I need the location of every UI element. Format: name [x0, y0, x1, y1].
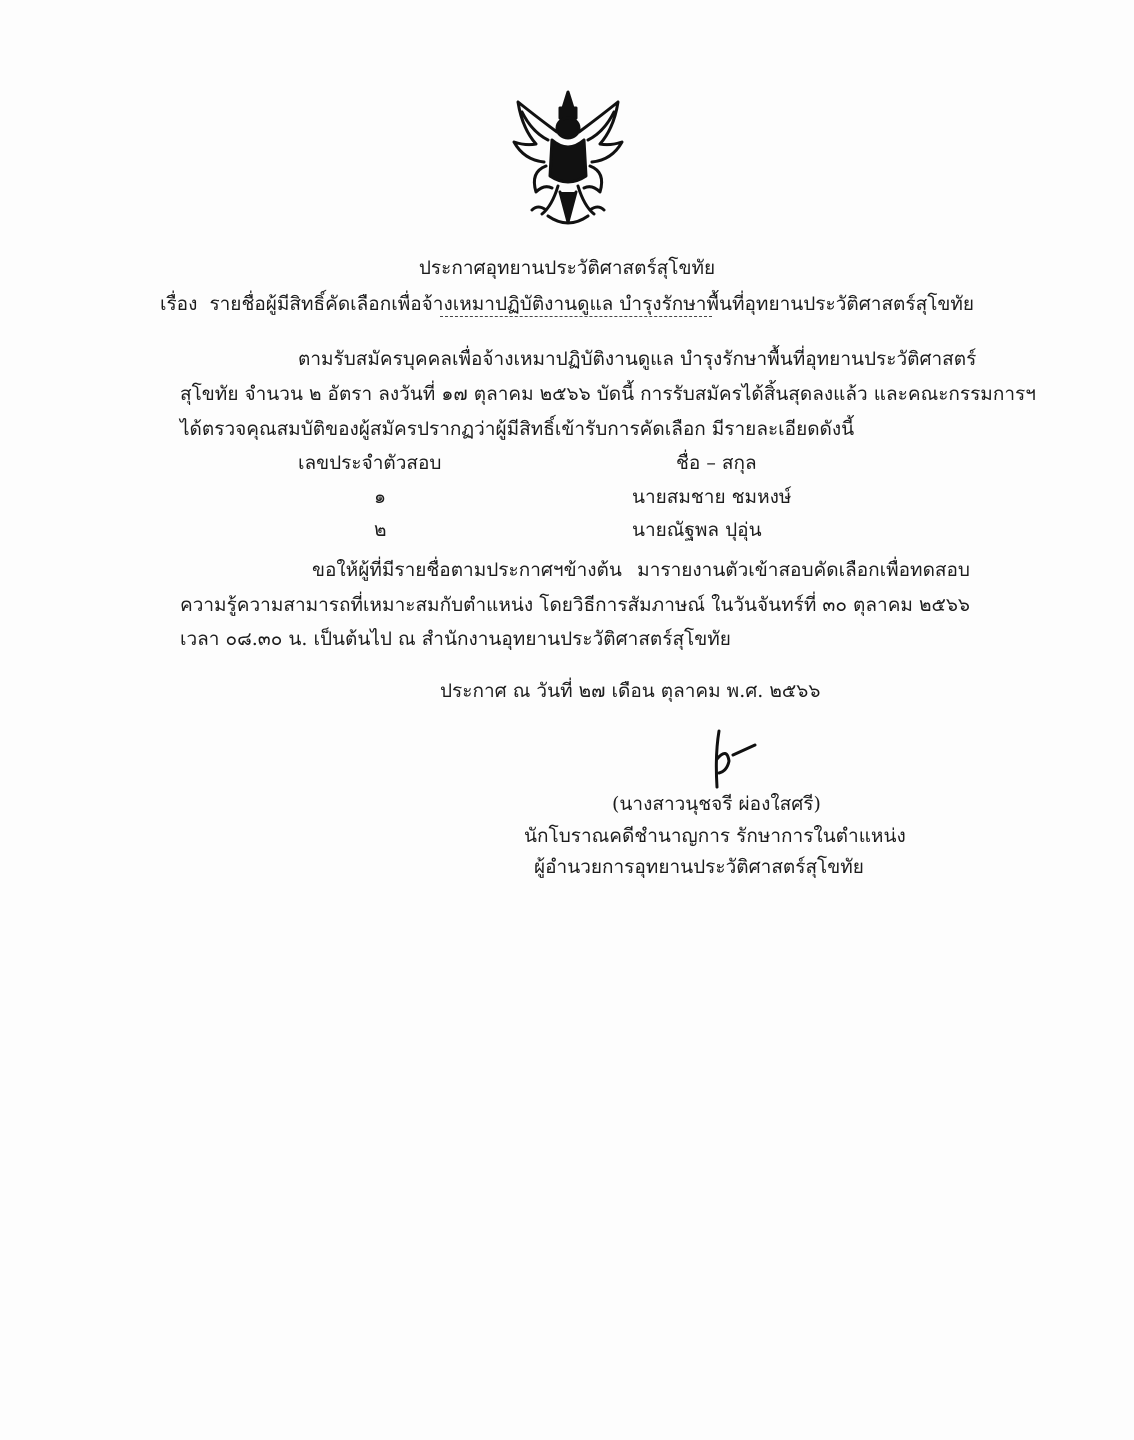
page-title: ประกาศอุทยานประวัติศาสตร์สุโขทัย [418, 257, 716, 279]
announced-date: ประกาศ ณ วันที่ ๒๗ เดือน ตุลาคม พ.ศ. ๒๕๖๖ [440, 680, 821, 702]
paragraph-1-line-2: สุโขทัย จำนวน ๒ อัตรา ลงวันที่ ๑๗ ตุลาคม ๒๕๖๖ บัดนี้ การรับสมัครได้สิ้นสุดลงแล้ว และคณะกรรมการฯ [180, 383, 1036, 405]
garuda-emblem-icon [508, 88, 628, 236]
divider [440, 316, 712, 317]
paragraph-2-line-2: ความรู้ความสามารถที่เหมาะสมกับตำแหน่ง โดยวิธีการสัมภาษณ์ ในวันจันทร์ที่ ๓๐ ตุลาคม ๒๕๖๖ [180, 594, 970, 616]
paragraph-1-line-1: ตามรับสมัครบุคคลเพื่อจ้างเหมาปฏิบัติงานดูแล บำรุงรักษาพื้นที่อุทยานประวัติศาสตร์ [298, 348, 977, 370]
table-row-2-name: นายณัฐพล ปุอุ่น [632, 519, 762, 541]
paragraph-2-line-1: ขอให้ผู้ที่มีรายชื่อตามประกาศฯข้างต้น มารายงานตัวเข้าสอบคัดเลือกเพื่อทดสอบ [312, 559, 970, 581]
table-row-1-name: นายสมชาย ชมหงษ์ [632, 486, 792, 508]
signer-position-2: ผู้อำนวยการอุทยานประวัติศาสตร์สุโขทัย [534, 856, 864, 878]
signer-position-1: นักโบราณคดีชำนาญการ รักษาการในตำแหน่ง [524, 825, 906, 847]
table-header-id: เลขประจำตัวสอบ [298, 452, 442, 474]
paragraph-1-line-3: ได้ตรวจคุณสมบัติของผู้สมัครปรากฏว่าผู้มีสิทธิ์เข้ารับการคัดเลือก มีรายละเอียดดังนี้ [180, 418, 855, 440]
paragraph-2-line-3: เวลา ๐๘.๓๐ น. เป็นต้นไป ณ สำนักงานอุทยานประวัติศาสตร์สุโขทัย [180, 628, 731, 650]
table-header-name: ชื่อ – สกุล [676, 452, 757, 474]
table-row-1-id: ๑ [374, 486, 387, 508]
subject-text: รายชื่อผู้มีสิทธิ์คัดเลือกเพื่อจ้างเหมาปฏิบัติงานดูแล บำรุงรักษาพื้นที่อุทยานประวัติศาสตร์สุโขทัย [209, 293, 975, 315]
table-row-2-id: ๒ [374, 519, 387, 541]
handwritten-signature-icon [705, 725, 765, 795]
subject-line [0, 290, 1134, 318]
signer-name: (นางสาวนุชจรี ผ่องใสศรี) [612, 793, 821, 815]
subject-label: เรื่อง [159, 293, 198, 315]
